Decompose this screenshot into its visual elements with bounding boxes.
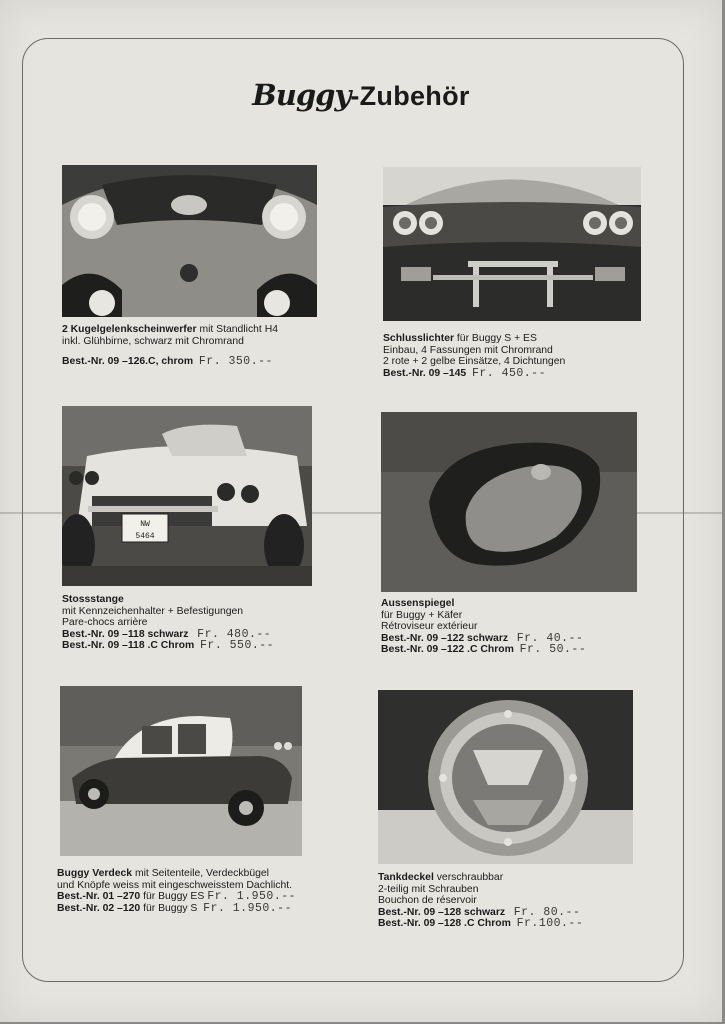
caption-text: für Buggy + Käfer [381, 609, 463, 621]
headlights-photo [62, 165, 317, 317]
price: Fr. 550.-- [200, 639, 275, 652]
caption-name: Buggy Verdeck [57, 868, 133, 879]
fuel-cap-photo [378, 690, 633, 864]
caption-line [383, 333, 663, 345]
svg-text:5464: 5464 [135, 532, 155, 541]
caption-text: Bouchon de réservoir [378, 895, 477, 906]
price: Fr. 40.-- [516, 631, 584, 645]
soft-top-photo [60, 686, 302, 856]
caption-text: verschraubbar [433, 872, 504, 883]
caption-text: inkl. Glühbirne, schwarz mit Chromrand [62, 335, 244, 347]
caption-line [62, 336, 342, 348]
order-note: für Buggy ES [140, 891, 205, 902]
order-line [62, 356, 342, 368]
price: Fr. 450.-- [471, 366, 546, 380]
order-number: Best.-Nr. 02 –120 [57, 902, 141, 914]
caption-text: mit Kennzeichenhalter + Befestigungen [62, 605, 244, 617]
price: Fr. 1.950.-- [207, 890, 297, 903]
price: Fr.100.-- [516, 917, 584, 930]
order-line [378, 918, 658, 930]
order-number: Best.-Nr. 09 –122 schwarz [381, 632, 509, 644]
caption-text: Pare-chocs arrière [62, 617, 148, 628]
caption-text: und Knöpfe weiss mit eingeschweisstem Dachlicht. [57, 879, 293, 891]
caption-text: 2 rote + 2 gelbe Einsätze, 4 Dichtungen [383, 356, 566, 367]
caption-line [62, 606, 342, 618]
order-number: Best.-Nr. 09 –128 .C Chrom [378, 918, 511, 929]
caption-text: mit Seitenteile, Verdeckbügel [132, 868, 269, 879]
mirror-photo [381, 412, 637, 592]
taillights-photo [383, 167, 641, 321]
bumper-photo [62, 406, 312, 586]
order-line [383, 368, 663, 380]
order-number: Best.-Nr. 09 –118 schwarz [62, 628, 189, 640]
caption-line [378, 872, 658, 884]
caption-line [381, 610, 661, 622]
item-caption-taillights [383, 333, 663, 379]
item-caption-fuel-cap [378, 872, 658, 930]
item-caption-soft-top [57, 868, 357, 914]
order-number: Best.-Nr. 09 –128 schwarz [378, 906, 506, 918]
svg-text:NW: NW [140, 520, 150, 529]
price: Fr. 480.-- [197, 627, 272, 641]
caption-name: Stossstange [62, 594, 124, 605]
caption-text: Rétroviseur extérieur [381, 621, 478, 632]
caption-line [378, 884, 658, 896]
price: Fr. 50.-- [519, 643, 587, 656]
caption-line [62, 594, 342, 606]
caption-text: Einbau, 4 Fassungen mit Chromrand [383, 344, 553, 356]
order-number: Best.-Nr. 09 –145 [383, 367, 467, 379]
caption-line [57, 868, 357, 880]
caption-name: Tankdeckel [378, 872, 434, 883]
order-line [62, 640, 342, 652]
brand-logo: Buggy [252, 78, 351, 112]
caption-name: Schlusslichter [383, 333, 455, 344]
item-caption-headlights [62, 324, 342, 368]
page-title [0, 78, 722, 112]
order-note: für Buggy S [140, 902, 198, 914]
price: Fr. 1.950.-- [203, 901, 292, 915]
order-number: Best.-Nr. 09 –126.C, chrom [62, 356, 194, 367]
caption-line [62, 324, 342, 336]
item-caption-mirror [381, 598, 661, 656]
title-suffix: -Zubehör [350, 81, 470, 111]
order-number: Best.-Nr. 09 –118 .C Chrom [62, 640, 195, 651]
caption-text: 2-teilig mit Schrauben [378, 883, 479, 895]
caption-line [383, 345, 663, 357]
order-number: Best.-Nr. 09 –122 .C Chrom [381, 644, 514, 655]
caption-text: mit Standlicht H4 [196, 324, 278, 335]
caption-line [381, 598, 661, 610]
caption-text: für Buggy S + ES [454, 333, 537, 344]
order-number: Best.-Nr. 01 –270 [57, 891, 141, 902]
caption-name: 2 Kugelgelenkscheinwerfer [62, 324, 197, 335]
order-line [57, 903, 357, 915]
price: Fr. 80.-- [513, 905, 581, 919]
item-caption-bumper [62, 594, 342, 652]
caption-name: Aussenspiegel [381, 598, 455, 609]
price: Fr. 350.-- [198, 355, 273, 368]
order-line [381, 644, 661, 656]
